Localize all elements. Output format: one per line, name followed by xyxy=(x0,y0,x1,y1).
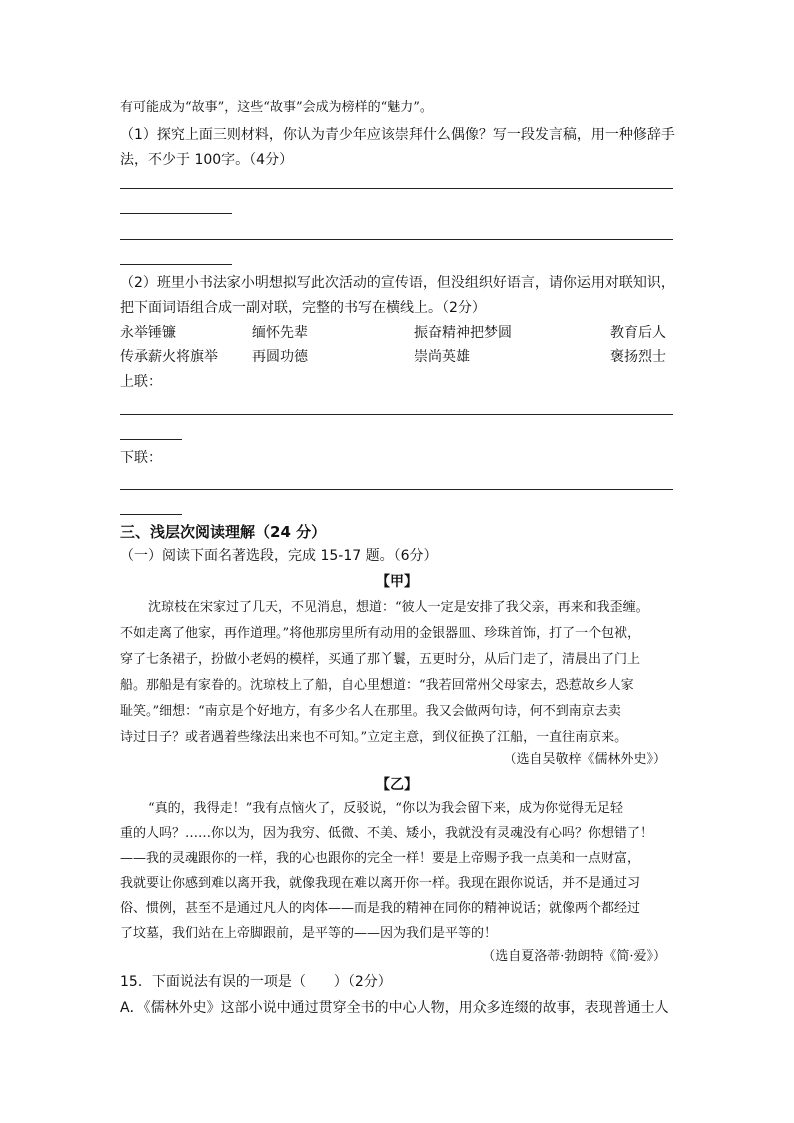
passage-b-line: ——我的灵魂跟你的一样，我的心也跟你的完全一样！要是上帝赐予我一点美和一点财富， xyxy=(120,851,641,866)
passage-a-line: 船。那船是有家眷的。沈琼枝上了船，自心里想道：“我若回常州父母家去，恐惹故乡人家 xyxy=(120,678,634,693)
couplet-word: 教育后人 xyxy=(610,325,666,341)
lower-couplet-line-end[interactable] xyxy=(120,514,182,515)
q2-line-2: 把下面词语组合成一副对联，完整的书写在横线上。（2分） xyxy=(120,300,486,316)
passage-b-source: （选自夏洛蒂·勃朗特《简·爱》） xyxy=(482,949,666,964)
lower-couplet-line[interactable] xyxy=(120,489,673,490)
answer-line-end[interactable] xyxy=(120,213,232,214)
upper-couplet-label: 上联： xyxy=(120,374,162,390)
couplet-word: 崇尚英雄 xyxy=(414,349,470,365)
answer-line-end[interactable] xyxy=(120,264,232,265)
intro-line: 有可能成为“故事”，这些“故事”会成为榜样的“魅力”。 xyxy=(120,100,433,115)
passage-b-line: 俗、惯例，甚至不是通过凡人的肉体——而是我的精神在同你的精神说话；就像两个都经过 xyxy=(120,901,641,916)
passage-a-line: 诗过日子？或者遇着些缘法出来也不可知。”立定主意，到仪征换了江船，一直往南京来。 xyxy=(120,730,628,745)
upper-couplet-line[interactable] xyxy=(120,414,673,415)
couplet-word: 永举锤镰 xyxy=(120,325,176,341)
q1-line-1: （1）探究上面三则材料，你认为青少年应该崇拜什么偶像？写一段发言稿，用一种修辞手 xyxy=(120,127,675,143)
passage-a-line: 沈琼枝在宋家过了几天，不见消息，想道：“彼人一定是安排了我父亲，再来和我歪缠。 xyxy=(148,600,649,615)
passage-a-line: 穿了七条裙子，扮做小老妈的模样，买通了那丫鬟，五更时分，从后门走了，清晨出了门上 xyxy=(120,652,641,667)
passage-b-line: 我就要让你感到难以离开我，就像我现在难以离开你一样。我现在跟你说话，并不是通过习 xyxy=(120,876,641,891)
passage-a-line: 耻笑。”细想：“南京是个好地方，有多少名人在那里。我又会做两句诗，何不到南京去卖 xyxy=(120,704,621,719)
couplet-word: 缅怀先辈 xyxy=(252,325,308,341)
q1-line-2: 法，不少于 100字。（4分） xyxy=(120,152,294,168)
answer-line[interactable] xyxy=(120,188,673,189)
section-title: 三、浅层次阅读理解（24 分） xyxy=(120,523,327,541)
lower-couplet-label: 下联： xyxy=(120,450,162,466)
couplet-word: 再圆功德 xyxy=(252,349,308,365)
couplet-word: 褒扬烈士 xyxy=(610,349,666,365)
couplet-word: 振奋精神把梦圆 xyxy=(414,325,512,341)
passage-b-heading: 【乙】 xyxy=(376,777,418,793)
upper-couplet-line-end[interactable] xyxy=(120,439,182,440)
section-subtitle: （一）阅读下面名著选段，完成 15-17 题。（6分） xyxy=(120,548,438,564)
passage-a-line: 不如走离了他家，再作道理。”将他那房里所有动用的金银器皿、珍珠首饰，打了一个包袱， xyxy=(120,626,641,641)
passage-a-source: （选自吴敬梓《儒林外史》） xyxy=(503,752,666,767)
passage-a-heading: 【甲】 xyxy=(376,574,418,590)
q2-line-1: （2）班里小书法家小明想拟写此次活动的宣传语，但没组织好语言，请你运用对联知识， xyxy=(120,275,675,291)
passage-b-line: 了坟墓，我们站在上帝脚跟前，是平等的——因为我们是平等的！ xyxy=(120,926,498,941)
passage-b-line: 重的人吗？……你以为，因为我穷、低微、不美、矮小，我就没有灵魂没有心吗？你想错了！ xyxy=(120,826,654,841)
passage-b-line: “真的，我得走！”我有点恼火了，反驳说，“你以为我会留下来，成为你觉得无足轻 xyxy=(148,801,623,816)
couplet-word: 传承薪火将旗举 xyxy=(120,349,218,365)
question-15-stem: 15．下面说法有误的一项是（ ）（2分） xyxy=(120,974,392,990)
question-15-option-a: A．《儒林外史》这部小说中通过贯穿全书的中心人物，用众多连缀的故事，表现普通士人 xyxy=(120,1000,669,1016)
answer-line[interactable] xyxy=(120,239,673,240)
